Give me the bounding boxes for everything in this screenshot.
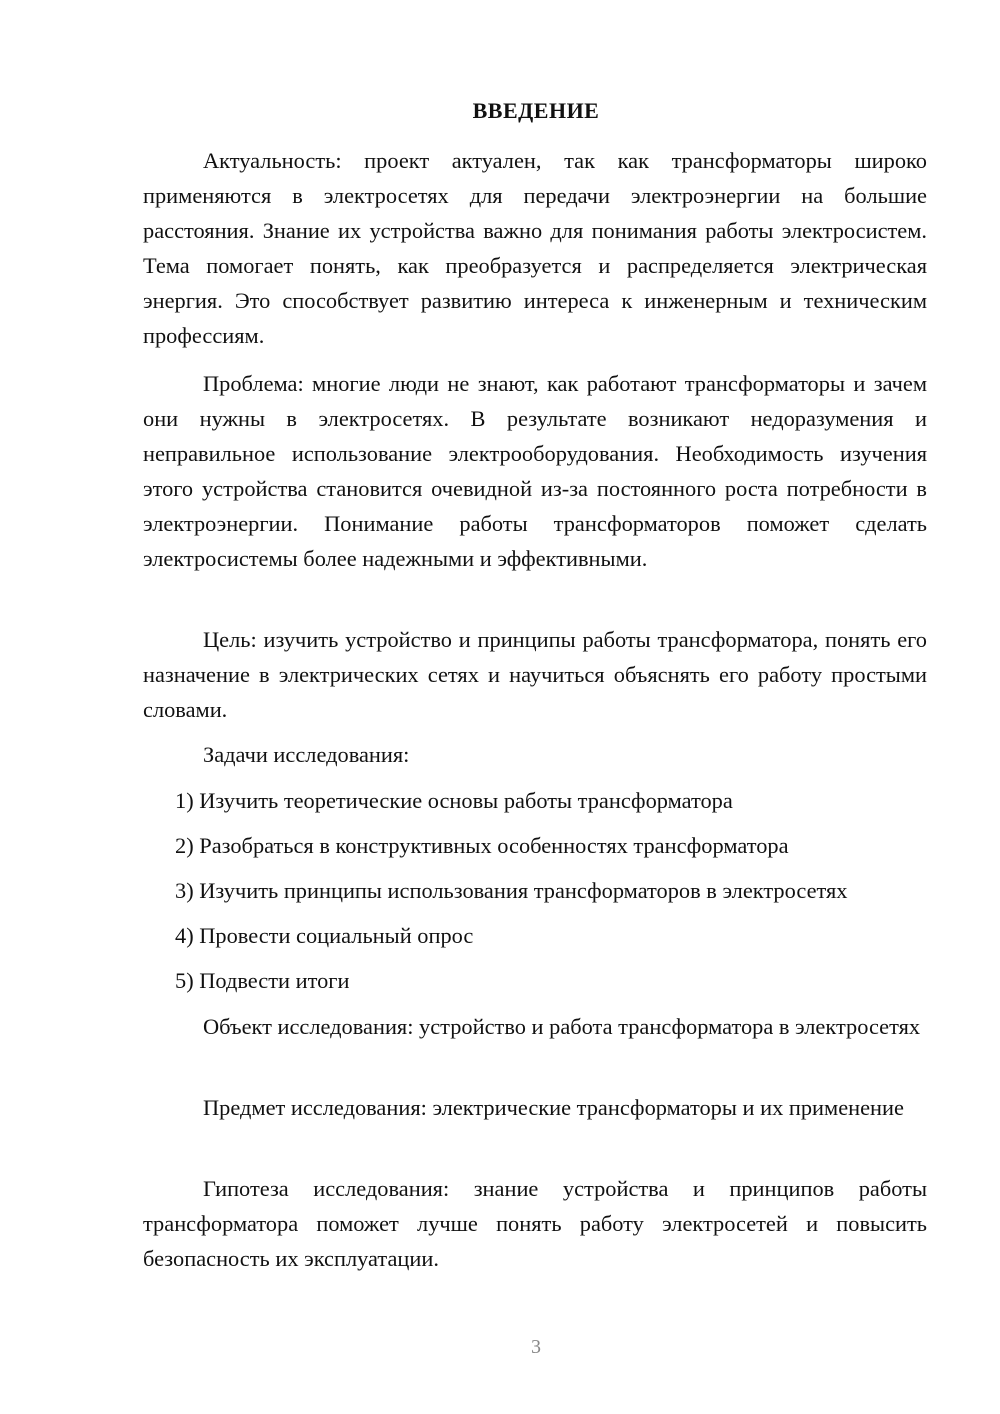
goal-paragraph: Цель: изучить устройство и принципы работы трансформатора, понять его назначение в электрических сетях и научиться объяснять его работу простыми словами. xyxy=(143,627,927,722)
tasks-heading: Задачи исследования: xyxy=(203,742,410,767)
task-item: 4) Провести социальный опрос xyxy=(175,923,474,948)
page-number: 3 xyxy=(531,1336,541,1358)
hypothesis-paragraph: Гипотеза исследования: знание устройства и принципов работы трансформатора поможет лучше понять работу электросетей и повысить безопасность их эксплуатации. xyxy=(143,1176,927,1271)
task-item: 2) Разобраться в конструктивных особенностях трансформатора xyxy=(175,833,789,858)
subject-paragraph: Предмет исследования: электрические трансформаторы и их применение xyxy=(203,1095,904,1120)
problem-paragraph: Проблема: многие люди не знают, как работают трансформаторы и зачем они нужны в электросетях. В результате возникают недоразумения и неправильное использование электрооборудования. Необходимость изучения этого устройства становится очевидной из-за постоянного роста потребности в электроэнергии. Понимание работы трансформаторов поможет сделать электросистемы более надежными и эффективными. xyxy=(143,371,927,571)
object-paragraph: Объект исследования: устройство и работа трансформатора в электросетях xyxy=(203,1014,921,1039)
task-item: 3) Изучить принципы использования трансформаторов в электросетях xyxy=(175,878,848,903)
relevance-paragraph: Актуальность: проект актуален, так как трансформаторы широко применяются в электросетях для передачи электроэнергии на большие расстояния. Знание их устройства важно для понимания работы электросистем. Тема помогает понять, как преобразуется и распределяется электрическая энергия. Это способствует развитию интереса к инженерным и техническим профессиям. xyxy=(143,148,927,348)
page-title: ВВЕДЕНИЕ xyxy=(472,98,600,123)
task-item: 1) Изучить теоретические основы работы трансформатора xyxy=(175,788,733,813)
task-item: 5) Подвести итоги xyxy=(175,968,350,993)
